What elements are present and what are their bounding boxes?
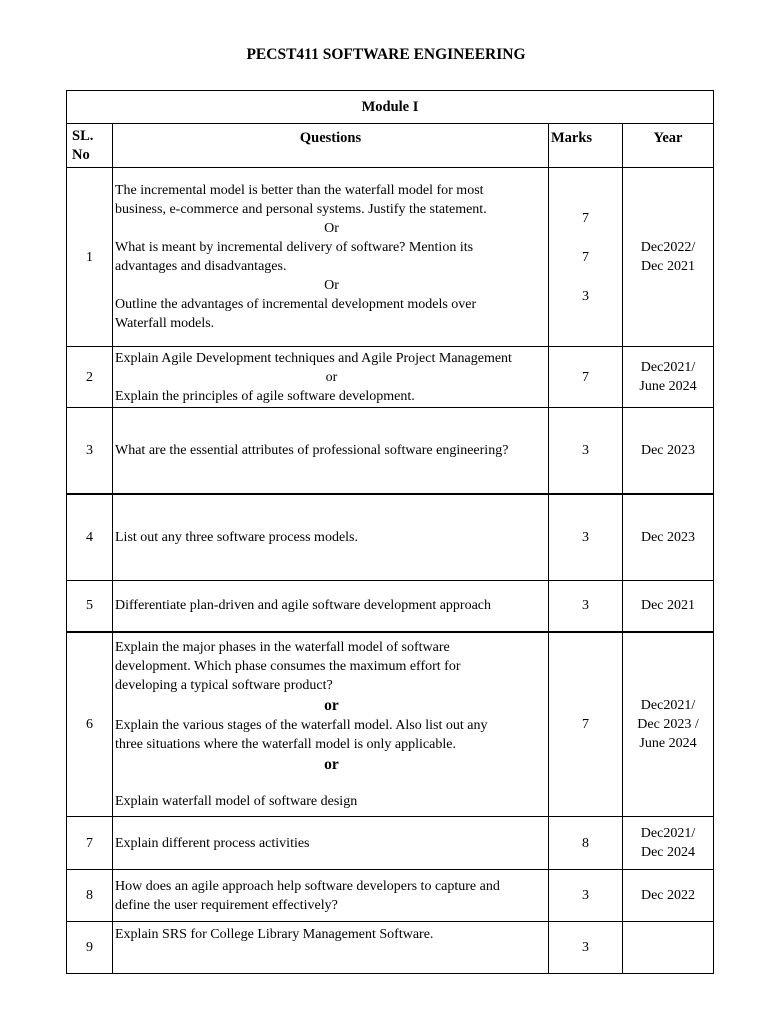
- row-question: List out any three software process models.: [113, 494, 549, 581]
- row-question: Explain SRS for College Library Management Software.: [113, 922, 549, 974]
- marks-value: 7: [582, 249, 589, 265]
- question-text: Explain Agile Development techniques and Agile Project Management: [115, 350, 512, 366]
- table-row: [67, 494, 714, 581]
- row-year: Dec 2021: [623, 581, 714, 632]
- marks-value: 3: [582, 288, 589, 304]
- question-text: business, e-commerce and personal systems. Justify the statement.: [115, 202, 487, 217]
- or-separator: or: [324, 696, 339, 714]
- or-separator: or: [325, 369, 338, 385]
- row-marks: 8: [549, 817, 623, 870]
- question-text: Outline the advantages of incremental development models over: [115, 297, 477, 312]
- table-row: [67, 922, 714, 974]
- row-marks: 3: [549, 922, 623, 974]
- year-line: Dec2021/: [640, 360, 696, 375]
- question-text: Explain the principles of agile software development.: [115, 388, 415, 404]
- year-line: June 2024: [639, 735, 697, 751]
- year-line: June 2024: [639, 379, 697, 394]
- row-sl: 8: [67, 870, 113, 922]
- question-text: How does an agile approach help software developers to capture and: [115, 878, 500, 894]
- document-title: PECST411 SOFTWARE ENGINEERING: [246, 46, 526, 63]
- table-row: [67, 817, 714, 870]
- row-year: [623, 922, 714, 974]
- row-question: [113, 632, 549, 817]
- row-sl: 4: [67, 494, 113, 581]
- table-row: [67, 347, 714, 408]
- row-year: [623, 347, 714, 408]
- row-year: [623, 817, 714, 870]
- row-question: Differentiate plan-driven and agile software development approach: [113, 581, 549, 632]
- year-line: Dec 2023 /: [637, 716, 699, 732]
- question-text: Explain waterfall model of software design: [115, 793, 358, 809]
- row-marks: [549, 168, 623, 347]
- row-sl: 2: [67, 347, 113, 408]
- table-row: [67, 168, 714, 347]
- row-question: [113, 347, 549, 408]
- question-text: advantages and disadvantages.: [115, 259, 287, 274]
- question-text: Waterfall models.: [115, 316, 215, 331]
- question-text: What is meant by incremental delivery of software? Mention its: [115, 240, 474, 255]
- year-line: Dec 2024: [640, 845, 696, 860]
- question-text: The incremental model is better than the waterfall model for most: [115, 183, 484, 198]
- row-question: Explain different process activities: [113, 817, 549, 870]
- question-text: Explain the major phases in the waterfall model of software: [115, 639, 450, 655]
- question-text: development. Which phase consumes the maximum effort for: [115, 658, 461, 674]
- question-text: Explain the various stages of the waterfall model. Also list out any: [115, 717, 488, 733]
- row-marks: 3: [549, 581, 623, 632]
- or-separator: Or: [324, 278, 339, 293]
- spacer: [115, 775, 548, 792]
- header-year: Year: [623, 124, 714, 168]
- header-marks: Marks: [549, 124, 623, 168]
- row-year: Dec 2022: [623, 870, 714, 922]
- row-sl: 6: [67, 632, 113, 817]
- row-question: [113, 168, 549, 347]
- header-sl-line1: SL.: [72, 127, 94, 144]
- header-row: [67, 124, 714, 168]
- row-sl: 3: [67, 408, 113, 494]
- header-questions: Questions: [113, 124, 549, 168]
- question-text: developing a typical software product?: [115, 677, 333, 693]
- module-row: [67, 91, 714, 124]
- row-marks: 3: [549, 408, 623, 494]
- year-line: Dec2022/: [640, 240, 696, 255]
- row-marks: 3: [549, 494, 623, 581]
- question-table: [66, 90, 714, 974]
- row-year: Dec 2023: [623, 494, 714, 581]
- question-text: define the user requirement effectively?: [115, 897, 338, 913]
- row-marks: 7: [549, 347, 623, 408]
- table-row: [67, 632, 714, 817]
- row-year: [623, 632, 714, 817]
- table-row: [67, 581, 714, 632]
- row-sl: 1: [67, 168, 113, 347]
- row-question: What are the essential attributes of professional software engineering?: [113, 408, 549, 494]
- year-line: Dec2021/: [640, 826, 696, 841]
- row-sl: 9: [67, 922, 113, 974]
- table-row: [67, 408, 714, 494]
- header-sl-line2: No: [72, 146, 90, 163]
- or-separator: or: [324, 755, 339, 773]
- module-title: Module I: [67, 91, 714, 124]
- row-year: [623, 168, 714, 347]
- row-year: Dec 2023: [623, 408, 714, 494]
- question-text: three situations where the waterfall model is only applicable.: [115, 736, 456, 752]
- row-marks: 7: [549, 632, 623, 817]
- row-marks: 3: [549, 870, 623, 922]
- table-row: [67, 870, 714, 922]
- year-line: Dec2021/: [640, 697, 696, 713]
- header-sl: [67, 124, 113, 168]
- or-separator: Or: [324, 221, 339, 236]
- marks-value: 7: [582, 210, 589, 226]
- year-line: Dec 2021: [640, 259, 696, 274]
- row-sl: 5: [67, 581, 113, 632]
- row-question: [113, 870, 549, 922]
- row-sl: 7: [67, 817, 113, 870]
